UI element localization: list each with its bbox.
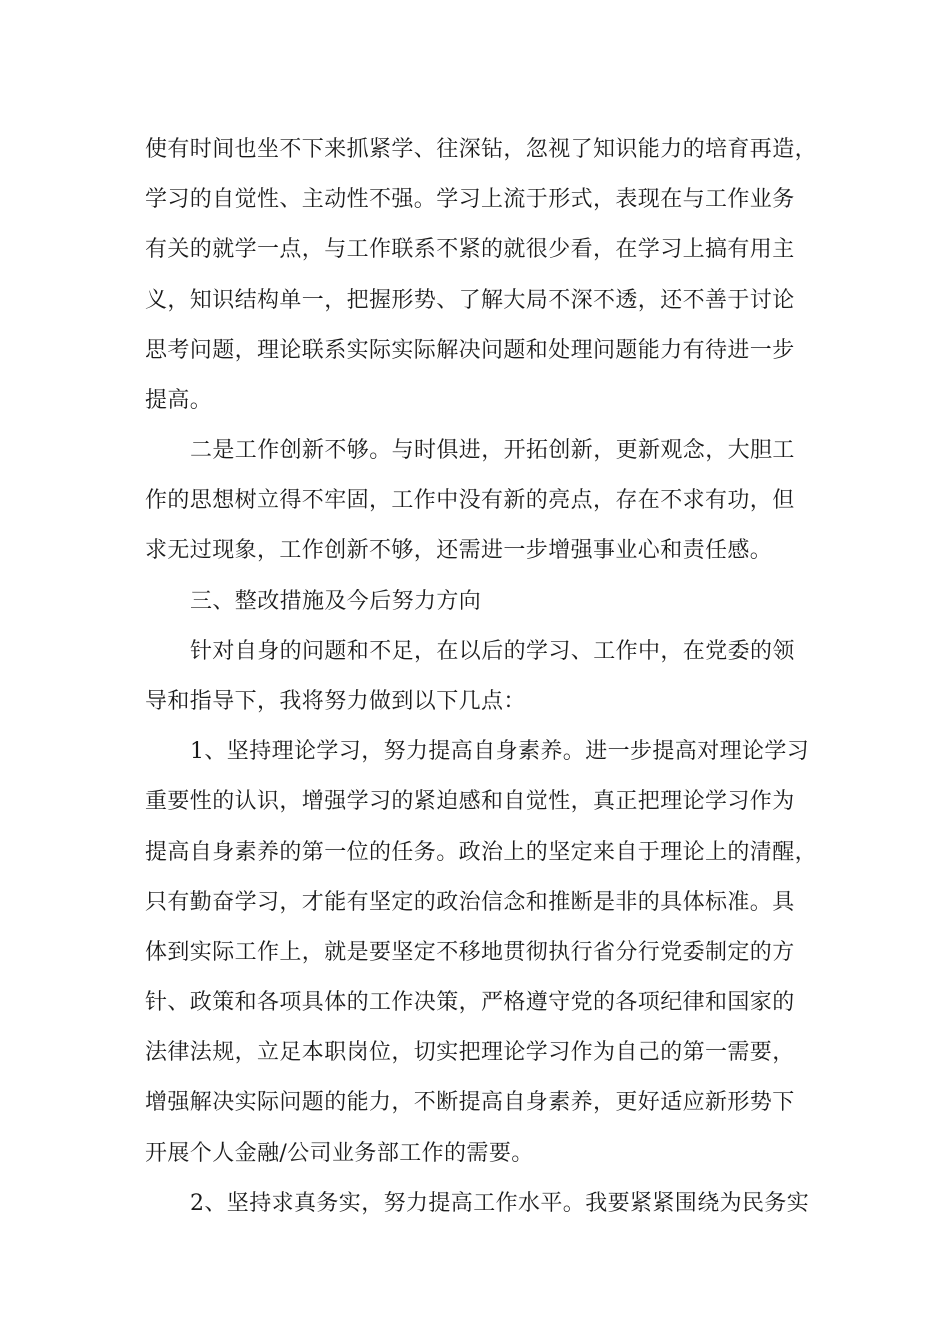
text-line: 使有时间也坐不下来抓紧学、往深钻，忽视了知识能力的培育再造， <box>145 137 818 162</box>
text-line: 思考问题，理论联系实际实际解决问题和处理问题能力有待进一步 <box>145 338 795 363</box>
text-line: 增强解决实际问题的能力，不断提高自身素养，更好适应新形势下 <box>145 1090 795 1115</box>
text-line: 导和指导下，我将努力做到以下几点： <box>145 689 526 714</box>
text-line: 有关的就学一点，与工作联系不紧的就很少看，在学习上搞有用主 <box>145 237 795 262</box>
text-line: 体到实际工作上，就是要坚定不移地贯彻执行省分行党委制定的方 <box>145 940 795 965</box>
text-line: 作的思想树立得不牢固，工作中没有新的亮点，存在不求有功，但 <box>145 488 795 513</box>
text-line: 开展个人金融/公司业务部工作的需要。 <box>145 1141 534 1166</box>
text-line: 针、政策和各项具体的工作决策，严格遵守党的各项纪律和国家的 <box>145 990 795 1015</box>
paragraph-first-line: 1、坚持理论学习，努力提高自身素养。进一步提高对理论学习 <box>190 739 810 764</box>
paragraph-first-line: 针对自身的问题和不足，在以后的学习、工作中，在党委的领 <box>190 639 795 664</box>
text-line: 提高。 <box>145 388 213 413</box>
text-line: 重要性的认识，增强学习的紧迫感和自觉性，真正把理论学习作为 <box>145 789 795 814</box>
text-line: 提高自身素养的第一位的任务。政治上的坚定来自于理论上的清醒， <box>145 840 818 865</box>
text-line: 义，知识结构单一，把握形势、了解大局不深不透，还不善于讨论 <box>145 288 795 313</box>
paragraph-first-line: 二是工作创新不够。与时俱进，开拓创新，更新观念，大胆工 <box>190 438 795 463</box>
paragraph-first-line: 2、坚持求真务实，努力提高工作水平。我要紧紧围绕为民务实 <box>190 1191 810 1216</box>
text-line: 法律法规，立足本职岗位，切实把理论学习作为自己的第一需要， <box>145 1040 795 1065</box>
text-line: 学习的自觉性、主动性不强。学习上流于形式，表现在与工作业务 <box>145 187 795 212</box>
section-heading: 三、整改措施及今后努力方向 <box>190 589 482 614</box>
text-line: 只有勤奋学习，才能有坚定的政治信念和推断是非的具体标准。具 <box>145 890 795 915</box>
text-line: 求无过现象，工作创新不够，还需进一步增强事业心和责任感。 <box>145 538 773 563</box>
